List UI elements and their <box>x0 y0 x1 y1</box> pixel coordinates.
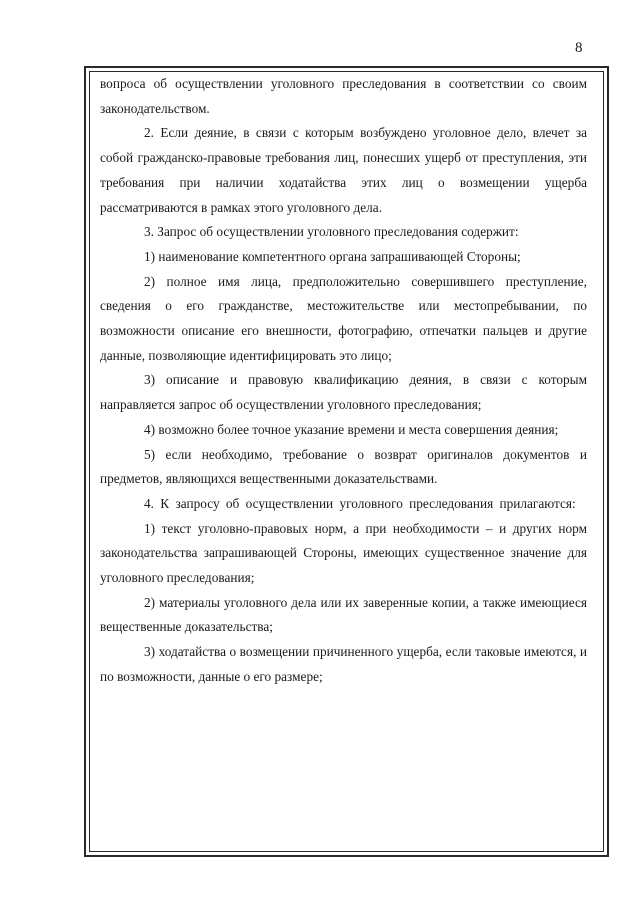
list-item-1: 1) наименование компетентного органа запрашивающей Стороны; <box>144 248 521 264</box>
document-body <box>100 72 587 690</box>
paragraph-clause-4: 4. К запросу об осуществлении уголовного преследования прилагаются: <box>144 495 576 511</box>
page-number: 8 <box>575 40 583 56</box>
paragraph-clause-3: 3. Запрос об осуществлении уголовного преследования содержит: <box>144 224 519 240</box>
attachment-item-3: 3) ходатайства о возмещении причиненного ущерба, если таковые имеются, и по возможности, данные о его размере; <box>100 644 587 684</box>
list-item-4: 4) возможно более точное указание времени и места совершения деяния; <box>144 421 559 437</box>
paragraph-continuation: вопроса об осуществлении уголовного преследования в соответствии со своим законодательством. <box>100 76 587 116</box>
attachment-item-1: 1) текст уголовно-правовых норм, а при необходимости – и других норм законодательства запрашивающей Стороны, имеющих существенное значение для уголовного преследования; <box>100 520 587 586</box>
paragraph-clause-2: 2. Если деяние, в связи с которым возбуждено уголовное дело, влечет за собой гражданско-правовые требования лиц, понесших ущерб от преступления, эти требования при наличии ходатайства этих лиц о возмещении ущерба рассматриваются в рамках этого уголовного дела. <box>100 125 587 215</box>
list-item-2: 2) полное имя лица, предположительно совершившего преступление, сведения о его гражданстве, местожительстве или местопребывании, по возможности описание его внешности, фотографию, отпечатки пальцев и другие данные, позволяющие идентифицировать это лицо; <box>100 273 587 363</box>
list-item-5: 5) если необходимо, требование о возврат оригиналов документов и предметов, являющихся вещественными доказательствами. <box>100 446 587 487</box>
attachment-item-2: 2) материалы уголовного дела или их заверенные копии, а также имеющиеся вещественные доказательства; <box>100 594 587 635</box>
list-item-3: 3) описание и правовую квалификацию деяния, в связи с которым направляется запрос об осуществлении уголовного преследования; <box>100 372 587 413</box>
